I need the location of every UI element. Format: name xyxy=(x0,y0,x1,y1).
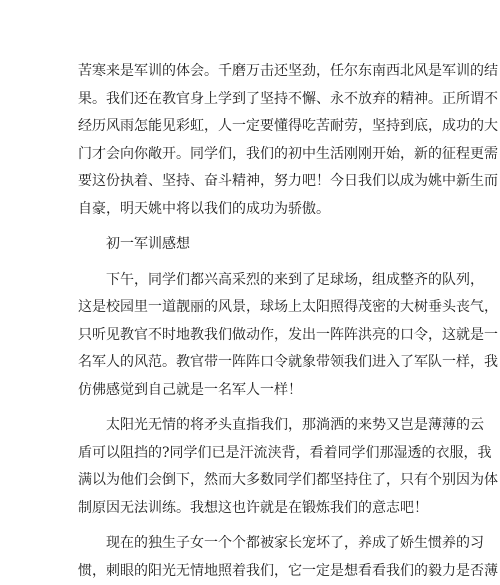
text-line: 盾可以阻挡的?同学们已是汗流浃背，看着同学们那湿透的衣服，我 xyxy=(78,440,428,468)
text-line: 苦寒来是军训的体会。千磨万击还坚劲，任尔东南西北风是军训的结 xyxy=(78,58,428,86)
text-line: 下午，同学们都兴高采烈的来到了足球场，组成整齐的队列， xyxy=(78,267,428,295)
text-line: 惯，刺眼的阳光无情地照着我们，它一定是想看看我们的毅力是否薄 xyxy=(78,558,428,585)
text-line: 仿佛感觉到自己就是一名军人一样！ xyxy=(78,377,428,405)
document-page xyxy=(78,58,428,585)
text-line: 自豪，明天姚中将以我们的成功为骄傲。 xyxy=(78,196,428,224)
paragraph-3 xyxy=(78,412,428,522)
text-line: 名军人的风范。教官带一阵阵口令就象带领我们进入了军队一样，我 xyxy=(78,349,428,377)
text-line: 只听见教官不时地教我们做动作，发出一阵阵洪亮的口令，这就是一 xyxy=(78,322,428,350)
text-line: 要这份执着、坚持、奋斗精神，努力吧！今日我们以成为姚中新生而 xyxy=(78,168,428,196)
text-line: 果。我们还在教官身上学到了坚持不懈、永不放弃的精神。正所谓不 xyxy=(78,86,428,114)
text-line: 门才会向你敞开。同学们，我们的初中生活刚刚开始，新的征程更需 xyxy=(78,141,428,169)
heading-text: 初一军训感想 xyxy=(78,231,428,259)
paragraph-2 xyxy=(78,267,428,405)
text-line: 太阳光无情的将矛头直指我们，那淌洒的来势又岂是薄薄的云 xyxy=(78,412,428,440)
text-line: 满以为他们会倒下，然而大多数同学们都坚持住了，只有个别因为体 xyxy=(78,467,428,495)
text-line: 这是校园里一道靓丽的风景，球场上太阳照得茂密的大树垂头丧气， xyxy=(78,294,428,322)
paragraph-1 xyxy=(78,58,428,223)
text-line: 制原因无法训练。我想这也许就是在锻炼我们的意志吧！ xyxy=(78,495,428,523)
text-line: 现在的独生子女一个个都被家长宠坏了，养成了娇生惯养的习 xyxy=(78,530,428,558)
paragraph-4 xyxy=(78,530,428,585)
section-heading xyxy=(78,231,428,259)
text-line: 经历风雨怎能见彩虹，人一定要懂得吃苦耐劳，坚持到底，成功的大 xyxy=(78,113,428,141)
